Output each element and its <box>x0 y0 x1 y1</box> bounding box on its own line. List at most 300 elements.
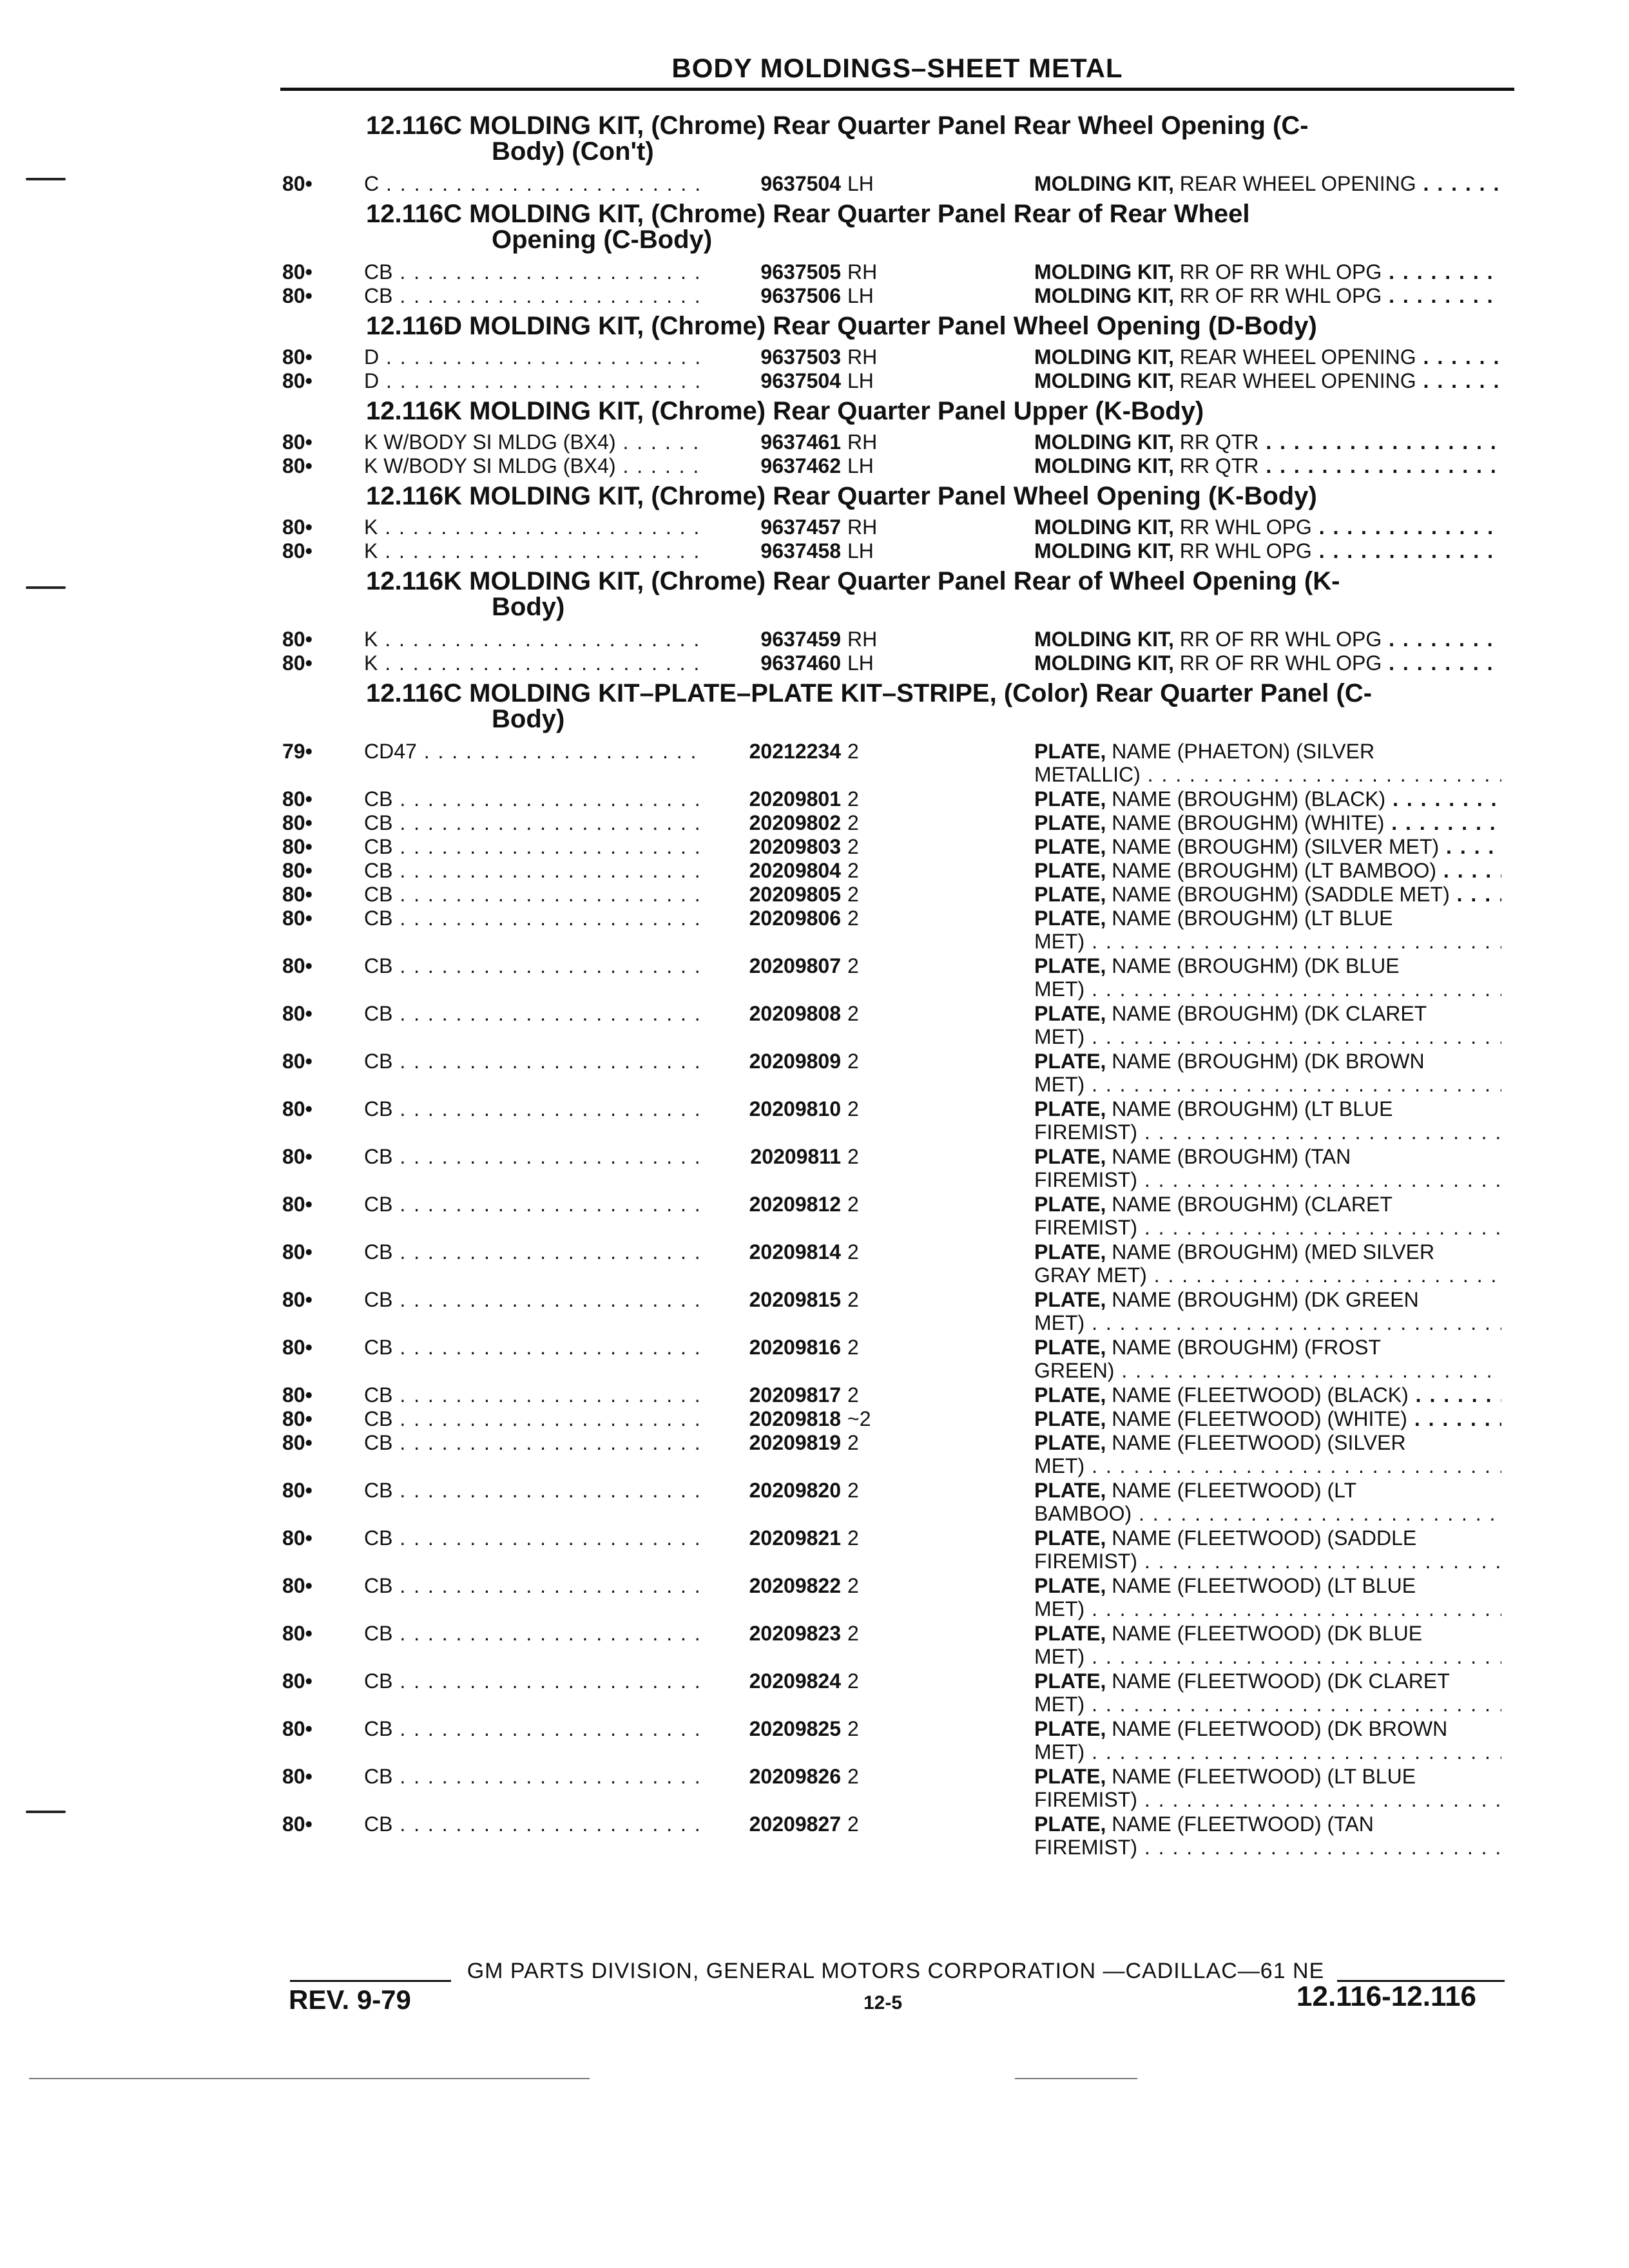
description-detail: NAME (FLEETWOOD) (BLACK) <box>1112 1383 1409 1407</box>
body-model: CB . . . <box>364 1240 699 1264</box>
model-year: 80• <box>282 284 313 307</box>
part-row <box>0 1717 1629 1763</box>
body-model: K . . . <box>364 539 699 562</box>
part-number: 9637460 <box>760 651 841 675</box>
model-year: 80• <box>282 1622 313 1645</box>
description-continuation: GREEN) . . . <box>1034 1359 1501 1382</box>
body-model: CB . . . <box>364 1526 699 1550</box>
part-description <box>1034 1193 1501 1239</box>
description-detail: NAME (BROUGHM) (DK GREEN <box>1112 1288 1419 1311</box>
description-keyword: PLATE, <box>1034 1669 1106 1693</box>
part-row <box>0 1765 1629 1811</box>
model-year: 80• <box>282 345 313 369</box>
part-row <box>0 539 1629 568</box>
quantity: 2 <box>847 1812 859 1836</box>
header-rule <box>280 88 1514 91</box>
part-description <box>1034 1383 1501 1407</box>
description-keyword: PLATE, <box>1034 1812 1106 1836</box>
part-row <box>0 1574 1629 1620</box>
model-year: 80• <box>282 787 313 811</box>
section-heading-line: 12.116C MOLDING KIT–PLATE–PLATE KIT–STRIPE, (Color) Rear Quarter Panel (C- <box>366 679 1373 707</box>
quantity: RH <box>847 430 878 454</box>
quantity: 2 <box>847 1050 859 1073</box>
part-row <box>0 172 1629 200</box>
part-description <box>1034 1479 1501 1525</box>
description-line <box>1034 1383 1501 1407</box>
part-description <box>1034 1240 1501 1287</box>
model-year: 80• <box>282 651 313 675</box>
quantity: 2 <box>847 859 859 882</box>
part-number: 9637505 <box>760 260 841 284</box>
quantity: 2 <box>847 1574 859 1597</box>
body-model: CB . . . <box>364 1050 699 1073</box>
section-heading-line: Body) <box>492 705 565 733</box>
part-description <box>1034 1097 1501 1144</box>
model-year: 80• <box>282 260 313 284</box>
description-keyword: PLATE, <box>1034 1431 1106 1454</box>
part-row <box>0 1288 1629 1334</box>
part-number: 9637459 <box>760 628 841 651</box>
description-detail: NAME (BROUGHM) (FROST <box>1112 1336 1382 1359</box>
model-year: 80• <box>282 907 313 930</box>
section-heading <box>366 680 1500 732</box>
section-heading <box>366 398 1500 424</box>
description-continuation: MET) . . . <box>1034 1311 1501 1334</box>
section-heading-line: 12.116K MOLDING KIT, (Chrome) Rear Quarter Panel Rear of Wheel Opening (K- <box>366 567 1340 595</box>
part-description <box>1034 1526 1501 1573</box>
description-detail: NAME (BROUGHM) (CLARET <box>1112 1193 1393 1216</box>
quantity: 2 <box>847 1097 859 1120</box>
description-continuation: FIREMIST) . . . <box>1034 1788 1501 1811</box>
description-keyword: PLATE, <box>1034 1526 1106 1550</box>
description-line <box>1034 1526 1501 1550</box>
description-keyword: PLATE, <box>1034 1097 1106 1120</box>
part-description <box>1034 1145 1501 1191</box>
description-detail: NAME (BROUGHM) (DK CLARET <box>1112 1002 1427 1025</box>
body-model: K . . . <box>364 628 699 651</box>
model-year: 80• <box>282 1145 313 1168</box>
description-detail: RR OF RR WHL OPG <box>1179 651 1382 675</box>
quantity: 2 <box>847 1479 859 1502</box>
model-year: 80• <box>282 954 313 977</box>
description-line <box>1034 454 1501 477</box>
part-description <box>1034 1765 1501 1811</box>
body-model: CB . . . <box>364 1622 699 1645</box>
part-description <box>1034 1431 1501 1477</box>
model-year: 80• <box>282 1336 313 1359</box>
part-number: 20209817 <box>749 1383 841 1407</box>
footer-page-number: 12-5 <box>863 1992 903 2013</box>
description-keyword: PLATE, <box>1034 883 1106 906</box>
body-model: CB . . . <box>364 1145 699 1168</box>
description-keyword: PLATE, <box>1034 1717 1106 1740</box>
model-year: 80• <box>282 628 313 651</box>
part-description <box>1034 1002 1501 1048</box>
description-line <box>1034 907 1501 930</box>
description-keyword: MOLDING KIT, <box>1034 628 1174 651</box>
margin-mark <box>26 586 66 589</box>
part-number: 9637457 <box>760 515 841 539</box>
quantity: LH <box>847 284 874 307</box>
description-detail: NAME (FLEETWOOD) (WHITE) <box>1112 1407 1407 1430</box>
part-row <box>0 1812 1629 1859</box>
description-line <box>1034 1479 1501 1502</box>
description-keyword: MOLDING KIT, <box>1034 345 1174 369</box>
description-keyword: PLATE, <box>1034 1765 1106 1788</box>
model-year: 80• <box>282 1574 313 1597</box>
description-keyword: MOLDING KIT, <box>1034 369 1174 392</box>
section-heading-line: Body) <box>492 593 565 621</box>
description-line <box>1034 1097 1501 1120</box>
part-number: 20209810 <box>749 1097 841 1120</box>
quantity: 2 <box>847 907 859 930</box>
model-year: 80• <box>282 1669 313 1693</box>
description-detail: REAR WHEEL OPENING <box>1179 172 1416 195</box>
description-continuation: FIREMIST) . . . <box>1034 1550 1501 1573</box>
part-number: 9637462 <box>760 454 841 477</box>
description-continuation: METALLIC) . . . <box>1034 763 1501 786</box>
description-line <box>1034 954 1501 977</box>
body-model: K . . . <box>364 651 699 675</box>
description-line <box>1034 1574 1501 1597</box>
description-detail: NAME (FLEETWOOD) (SILVER <box>1112 1431 1406 1454</box>
description-detail: NAME (FLEETWOOD) (TAN <box>1112 1812 1374 1836</box>
description-continuation: MET) . . . <box>1034 930 1501 953</box>
description-line <box>1034 1812 1501 1836</box>
description-detail: NAME (BROUGHM) (DK BLUE <box>1112 954 1400 977</box>
body-model: CB . . . <box>364 1812 699 1836</box>
part-description <box>1034 369 1501 392</box>
section-heading-line: 12.116K MOLDING KIT, (Chrome) Rear Quarter Panel Wheel Opening (K-Body) <box>366 482 1317 510</box>
description-detail: NAME (BROUGHM) (DK BROWN <box>1112 1050 1425 1073</box>
part-number: 20209804 <box>749 859 841 882</box>
model-year: 79• <box>282 740 313 763</box>
footer-section-range: 12.116-12.116 <box>1296 1981 1476 2012</box>
body-model: D . . . <box>364 345 699 369</box>
part-description <box>1034 1574 1501 1620</box>
model-year: 80• <box>282 1193 313 1216</box>
description-detail: RR WHL OPG <box>1179 515 1312 539</box>
description-detail: NAME (FLEETWOOD) (DK CLARET <box>1112 1669 1450 1693</box>
description-detail: RR OF RR WHL OPG <box>1179 628 1382 651</box>
part-number: 20209825 <box>749 1717 841 1740</box>
part-number: 9637504 <box>760 369 841 392</box>
description-continuation: MET) . . . <box>1034 1645 1501 1668</box>
section-heading <box>366 483 1500 509</box>
part-row <box>0 1669 1629 1716</box>
part-number: 20209803 <box>749 835 841 858</box>
description-keyword: PLATE, <box>1034 1240 1106 1264</box>
part-description <box>1034 1669 1501 1716</box>
body-model: CB . . . <box>364 1431 699 1454</box>
part-number: 20209812 <box>749 1193 841 1216</box>
description-line <box>1034 284 1501 307</box>
description-keyword: MOLDING KIT, <box>1034 430 1174 454</box>
part-number: 20209827 <box>749 1812 841 1836</box>
section-heading <box>366 201 1500 253</box>
description-line <box>1034 1336 1501 1359</box>
description-keyword: PLATE, <box>1034 954 1106 977</box>
section-heading-line: 12.116C MOLDING KIT, (Chrome) Rear Quarter Panel Rear Wheel Opening (C- <box>366 111 1309 140</box>
quantity: RH <box>847 260 878 284</box>
description-continuation: FIREMIST) . . . <box>1034 1216 1501 1239</box>
part-row <box>0 1145 1629 1191</box>
description-keyword: MOLDING KIT, <box>1034 172 1174 195</box>
quantity: 2 <box>847 1765 859 1788</box>
part-description <box>1034 1812 1501 1859</box>
part-number: 20209820 <box>749 1479 841 1502</box>
description-continuation: MET) . . . <box>1034 1025 1501 1048</box>
body-model: CB . . . <box>364 835 699 858</box>
description-detail: REAR WHEEL OPENING <box>1179 369 1416 392</box>
model-year: 80• <box>282 1407 313 1430</box>
part-number: 9637461 <box>760 430 841 454</box>
description-detail: RR QTR <box>1179 430 1259 454</box>
part-number: 20209807 <box>749 954 841 977</box>
description-detail: NAME (BROUGHM) (BLACK) <box>1112 787 1386 811</box>
model-year: 80• <box>282 430 313 454</box>
description-line <box>1034 369 1501 392</box>
description-keyword: PLATE, <box>1034 787 1106 811</box>
description-keyword: MOLDING KIT, <box>1034 260 1174 284</box>
part-row <box>0 907 1629 953</box>
quantity: 2 <box>847 1145 859 1168</box>
description-keyword: PLATE, <box>1034 811 1106 834</box>
part-description <box>1034 430 1501 454</box>
part-row <box>0 1431 1629 1477</box>
section-heading <box>366 568 1500 620</box>
model-year: 80• <box>282 1050 313 1073</box>
description-line <box>1034 172 1501 195</box>
quantity: 2 <box>847 1240 859 1264</box>
model-year: 80• <box>282 1240 313 1264</box>
body-model: CB . . . <box>364 1336 699 1359</box>
body-model: D . . . <box>364 369 699 392</box>
part-description <box>1034 260 1501 284</box>
description-keyword: MOLDING KIT, <box>1034 539 1174 562</box>
part-description <box>1034 883 1501 906</box>
model-year: 80• <box>282 172 313 195</box>
part-number: 20209815 <box>749 1288 841 1311</box>
part-description <box>1034 284 1501 307</box>
body-model: CB . . . <box>364 260 699 284</box>
part-description <box>1034 172 1501 195</box>
description-keyword: MOLDING KIT, <box>1034 454 1174 477</box>
part-number: 20209819 <box>749 1431 841 1454</box>
part-number: 20209816 <box>749 1336 841 1359</box>
part-row <box>0 454 1629 483</box>
model-year: 80• <box>282 859 313 882</box>
quantity: 2 <box>847 1002 859 1025</box>
part-number: 20209805 <box>749 883 841 906</box>
quantity: LH <box>847 651 874 675</box>
description-line <box>1034 859 1501 882</box>
description-keyword: PLATE, <box>1034 907 1106 930</box>
description-line <box>1034 1145 1501 1168</box>
description-line <box>1034 1407 1501 1430</box>
body-model: CB . . . <box>364 1717 699 1740</box>
part-number: 9637458 <box>760 539 841 562</box>
body-model: K . . . <box>364 515 699 539</box>
quantity: 2 <box>847 1383 859 1407</box>
section-heading <box>366 113 1500 164</box>
part-description <box>1034 1288 1501 1334</box>
description-detail: NAME (FLEETWOOD) (LT BLUE <box>1112 1574 1416 1597</box>
description-continuation: FIREMIST) . . . <box>1034 1168 1501 1191</box>
part-number: 20209826 <box>749 1765 841 1788</box>
part-description <box>1034 835 1501 858</box>
page-header: BODY MOLDINGS–SHEET METAL <box>671 53 1123 83</box>
description-keyword: PLATE, <box>1034 1574 1106 1597</box>
section-heading-line: 12.116K MOLDING KIT, (Chrome) Rear Quarter Panel Upper (K-Body) <box>366 397 1204 425</box>
description-detail: REAR WHEEL OPENING <box>1179 345 1416 369</box>
part-row <box>0 740 1629 786</box>
body-model: CB . . . <box>364 1479 699 1502</box>
description-keyword: MOLDING KIT, <box>1034 651 1174 675</box>
description-keyword: PLATE, <box>1034 835 1106 858</box>
body-model: CB . . . <box>364 1407 699 1430</box>
description-detail: NAME (BROUGHM) (LT BLUE <box>1112 1097 1393 1120</box>
quantity: 2 <box>847 1431 859 1454</box>
description-keyword: PLATE, <box>1034 1288 1106 1311</box>
part-number: 9637503 <box>760 345 841 369</box>
quantity: ~2 <box>847 1407 871 1430</box>
quantity: RH <box>847 345 878 369</box>
part-row <box>0 1336 1629 1382</box>
footer-rule-left <box>290 1980 451 1982</box>
description-line <box>1034 787 1501 811</box>
description-line <box>1034 1431 1501 1454</box>
body-model: CB . . . <box>364 1765 699 1788</box>
quantity: 2 <box>847 787 859 811</box>
description-detail: NAME (FLEETWOOD) (SADDLE <box>1112 1526 1417 1550</box>
part-row <box>0 651 1629 680</box>
description-line <box>1034 740 1501 763</box>
description-line <box>1034 811 1501 834</box>
description-detail: NAME (BROUGHM) (LT BAMBOO) <box>1112 859 1437 882</box>
description-line <box>1034 1193 1501 1216</box>
body-model: CB . . . <box>364 883 699 906</box>
part-row <box>0 284 1629 312</box>
description-continuation: FIREMIST) . . . <box>1034 1120 1501 1144</box>
quantity: 2 <box>847 1288 859 1311</box>
model-year: 80• <box>282 883 313 906</box>
description-continuation: MET) . . . <box>1034 1597 1501 1620</box>
description-line <box>1034 345 1501 369</box>
part-number: 20209801 <box>749 787 841 811</box>
description-detail: NAME (BROUGHM) (MED SILVER <box>1112 1240 1435 1264</box>
part-row <box>0 1050 1629 1096</box>
part-description <box>1034 740 1501 786</box>
part-description <box>1034 515 1501 539</box>
body-model: CB . . . <box>364 1097 699 1120</box>
description-line <box>1034 883 1501 906</box>
description-keyword: PLATE, <box>1034 1407 1106 1430</box>
part-number: 20209802 <box>749 811 841 834</box>
description-detail: NAME (BROUGHM) (SADDLE MET) <box>1112 883 1450 906</box>
part-number: 20209822 <box>749 1574 841 1597</box>
quantity: 2 <box>847 1193 859 1216</box>
part-row <box>0 1240 1629 1287</box>
description-line <box>1034 1717 1501 1740</box>
description-keyword: PLATE, <box>1034 1383 1106 1407</box>
quantity: 2 <box>847 835 859 858</box>
description-detail: NAME (BROUGHM) (WHITE) <box>1112 811 1385 834</box>
part-description <box>1034 1717 1501 1763</box>
model-year: 80• <box>282 1097 313 1120</box>
part-description <box>1034 454 1501 477</box>
body-model: K W/BODY SI MLDG (BX4) . . . <box>364 430 699 454</box>
quantity: LH <box>847 172 874 195</box>
quantity: 2 <box>847 811 859 834</box>
model-year: 80• <box>282 1765 313 1788</box>
part-description <box>1034 859 1501 882</box>
description-line <box>1034 1669 1501 1693</box>
description-detail: NAME (FLEETWOOD) (DK BLUE <box>1112 1622 1423 1645</box>
model-year: 80• <box>282 1479 313 1502</box>
part-number: 9637504 <box>760 172 841 195</box>
model-year: 80• <box>282 1717 313 1740</box>
description-keyword: PLATE, <box>1034 1336 1106 1359</box>
quantity: 2 <box>847 1717 859 1740</box>
description-continuation: MET) . . . <box>1034 1740 1501 1763</box>
body-model: CD47 . . . <box>364 740 699 763</box>
description-line <box>1034 835 1501 858</box>
part-row <box>0 1193 1629 1239</box>
section-heading-line: 12.116D MOLDING KIT, (Chrome) Rear Quarter Panel Wheel Opening (D-Body) <box>366 312 1317 340</box>
description-detail: NAME (BROUGHM) (TAN <box>1112 1145 1351 1168</box>
quantity: LH <box>847 539 874 562</box>
part-number: 20209821 <box>749 1526 841 1550</box>
description-detail: NAME (FLEETWOOD) (LT <box>1112 1479 1357 1502</box>
part-description <box>1034 1050 1501 1096</box>
quantity: RH <box>847 628 878 651</box>
description-continuation: MET) . . . <box>1034 1693 1501 1716</box>
description-keyword: MOLDING KIT, <box>1034 284 1174 307</box>
model-year: 80• <box>282 539 313 562</box>
description-continuation: GRAY MET) . . . <box>1034 1264 1501 1287</box>
quantity: 2 <box>847 1622 859 1645</box>
description-line <box>1034 430 1501 454</box>
model-year: 80• <box>282 1526 313 1550</box>
description-keyword: PLATE, <box>1034 1622 1106 1645</box>
part-description <box>1034 954 1501 1001</box>
part-number: 20209824 <box>749 1669 841 1693</box>
part-description <box>1034 907 1501 953</box>
description-line <box>1034 1050 1501 1073</box>
body-model: CB . . . <box>364 284 699 307</box>
description-line <box>1034 539 1501 562</box>
section-heading-line: Opening (C-Body) <box>492 226 713 254</box>
footer-revision: REV. 9-79 <box>289 1984 411 2015</box>
description-keyword: PLATE, <box>1034 859 1106 882</box>
description-line <box>1034 628 1501 651</box>
part-description <box>1034 628 1501 651</box>
part-description <box>1034 345 1501 369</box>
description-keyword: MOLDING KIT, <box>1034 515 1174 539</box>
part-description <box>1034 787 1501 811</box>
description-keyword: PLATE, <box>1034 740 1106 763</box>
body-model: CB . . . <box>364 1574 699 1597</box>
description-keyword: PLATE, <box>1034 1145 1106 1168</box>
description-continuation: FIREMIST) . . . <box>1034 1836 1501 1859</box>
quantity: 2 <box>847 883 859 906</box>
part-row <box>0 1002 1629 1048</box>
description-detail: RR WHL OPG <box>1179 539 1312 562</box>
model-year: 80• <box>282 835 313 858</box>
part-number: 20209808 <box>749 1002 841 1025</box>
description-detail: RR OF RR WHL OPG <box>1179 260 1382 284</box>
